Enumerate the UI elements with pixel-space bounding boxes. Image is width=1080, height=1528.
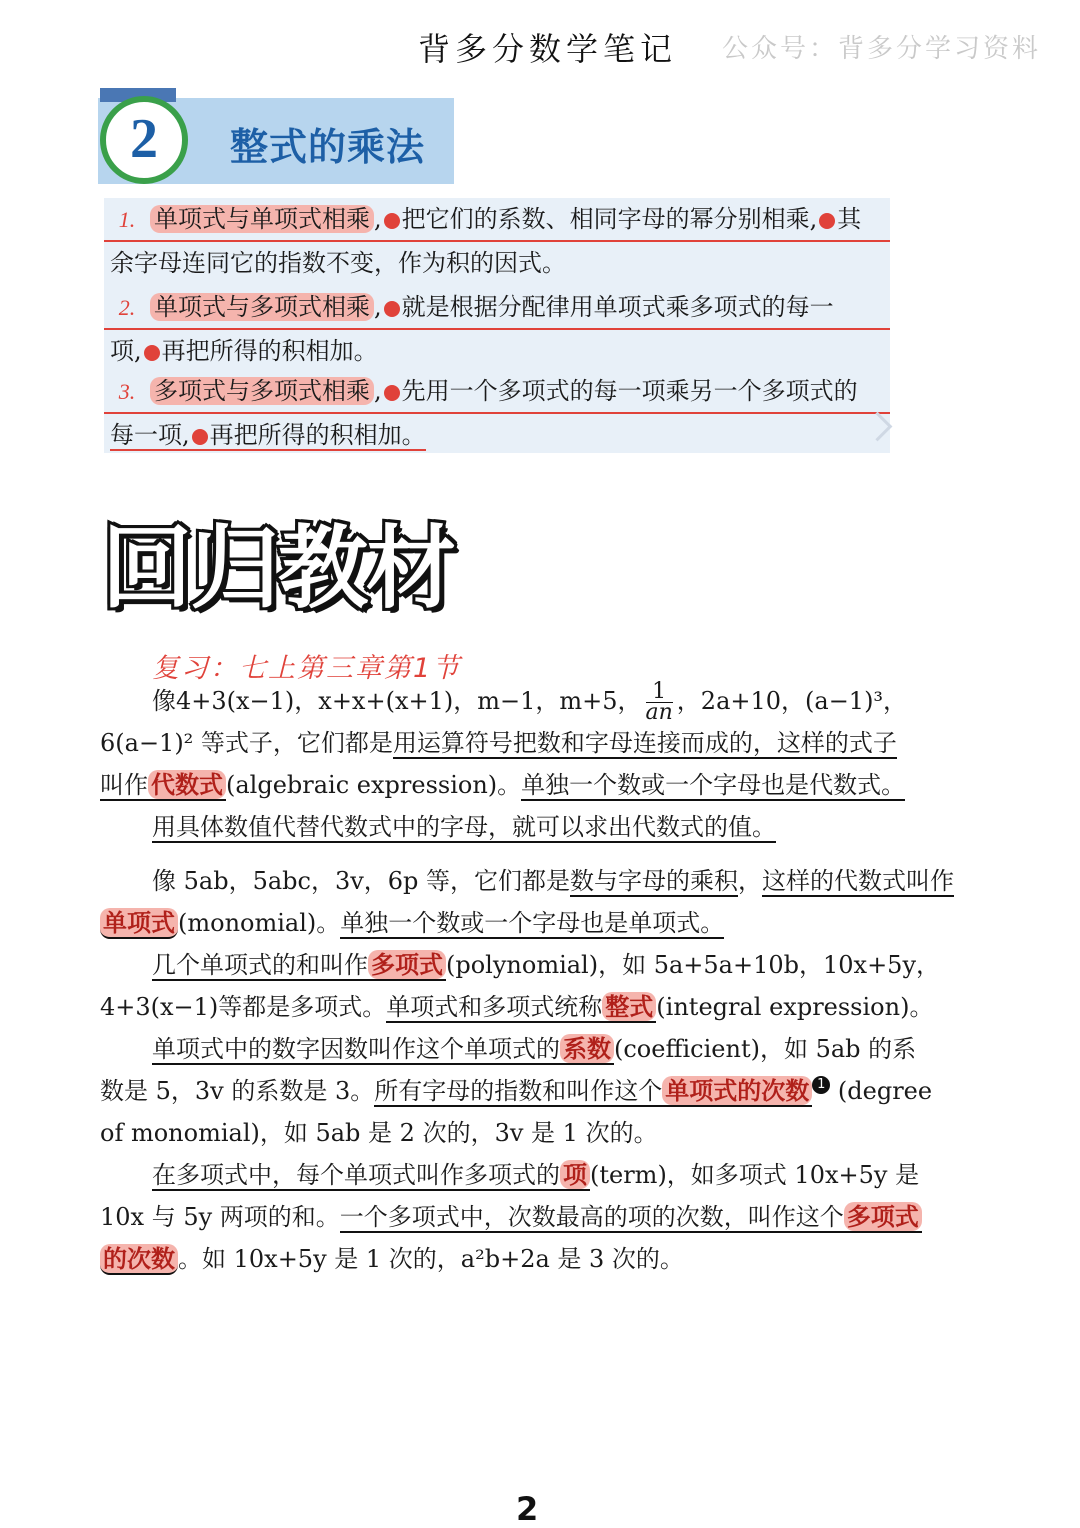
step-dot-icon xyxy=(819,213,835,229)
text: (degree xyxy=(830,1077,933,1105)
rule-text: 每一项, xyxy=(110,421,190,449)
text: of monomial)，如 5ab 是 2 次的，3v 是 1 次的。 xyxy=(100,1119,658,1147)
fraction xyxy=(645,679,673,725)
text: (polynomial)，如 5a+5a+10b，10x+5y， xyxy=(446,951,941,979)
underlined-text: 用运算符号把数和字母连接而成的，这样的式子 xyxy=(392,729,897,757)
fraction-denominator: an xyxy=(645,700,673,725)
rule-text: 再把所得的积相加。 xyxy=(161,337,378,365)
rule-index: 3. xyxy=(118,379,136,404)
step-dot-icon xyxy=(384,301,400,317)
rule-index: 2. xyxy=(118,295,136,320)
term-highlight: 项 xyxy=(560,1160,590,1189)
underlined-text xyxy=(152,951,446,981)
section-title: 整式的乘法 xyxy=(230,124,426,169)
rule-text: 再把所得的积相加。 xyxy=(209,421,426,449)
underlined-text: 单独一个数或一个字母也是单项式。 xyxy=(340,909,725,937)
step-dot-icon xyxy=(384,213,400,229)
underlined-text xyxy=(340,1203,922,1233)
text: 所有字母的指数和叫作这个 xyxy=(374,1077,663,1105)
underlined-text xyxy=(100,771,226,801)
text: (coefficient)，如 5ab 的系 xyxy=(614,1035,917,1063)
textbook-line-11 xyxy=(100,1112,970,1154)
rule-text: , xyxy=(374,205,382,233)
underlined-text: 用具体数值代替代数式中的字母，就可以求出代数式的值。 xyxy=(152,813,776,841)
text: 在多项式中，每个单项式叫作多项式的 xyxy=(152,1161,560,1189)
rule-text: 先用一个多项式的每一项乘另一个多项式的 xyxy=(401,377,858,405)
rule-text: 就是根据分配律用单项式乘多项式的每一 xyxy=(401,293,834,321)
rules-box xyxy=(104,198,890,453)
watermark: 公众号：背多分学习资料 xyxy=(722,34,1042,64)
text: 10x 与 5y 两项的和。 xyxy=(100,1203,340,1231)
text: 6(a−1)² 等式子，它们都是 xyxy=(100,729,393,757)
text: 像 5ab，5abc，3v，6p 等，它们都是 xyxy=(152,867,571,895)
textbook-line-10 xyxy=(100,1070,970,1112)
rule-3-line-2 xyxy=(104,414,890,456)
term-highlight: 系数 xyxy=(560,1034,614,1063)
underlined-text: 单独一个数或一个字母也是代数式。 xyxy=(521,771,906,799)
text: 叫作 xyxy=(100,771,148,799)
text: 4+3(x−1)等都是多项式。 xyxy=(100,993,387,1021)
rule-3-highlight: 多项式与多项式相乘 xyxy=(150,377,374,405)
rule-text: , xyxy=(374,377,382,405)
page-number: 2 xyxy=(516,1490,539,1528)
textbook-line-8 xyxy=(100,986,970,1028)
textbook-line-1 xyxy=(100,679,970,725)
rule-2-highlight: 单项式与多项式相乘 xyxy=(150,293,374,321)
footnote-marker: 1 xyxy=(812,1076,830,1094)
underlined-text xyxy=(152,1035,614,1065)
text: 几个单项式的和叫作 xyxy=(152,951,368,979)
rule-text: 项, xyxy=(110,337,142,365)
textbook-line-9 xyxy=(100,1028,970,1070)
term-highlight: 单项式 xyxy=(100,908,178,939)
page-header-title: 背多分数学笔记 xyxy=(418,30,678,68)
term-highlight: 单项式的次数 xyxy=(662,1076,812,1105)
rule-3-line-1 xyxy=(104,370,890,414)
rule-2-line-1 xyxy=(104,286,890,330)
big-title: 回归教材 xyxy=(102,516,454,621)
text: 。如 10x+5y 是 1 次的，a²b+2a 是 3 次的。 xyxy=(178,1245,684,1273)
textbook-line-4 xyxy=(100,806,970,848)
text: 一个多项式中，次数最高的项的次数，叫作这个 xyxy=(339,1203,844,1231)
text: ， xyxy=(738,867,763,895)
rule-index: 1. xyxy=(118,207,136,232)
textbook-excerpt xyxy=(100,680,970,1280)
textbook-line-7 xyxy=(100,944,970,986)
fraction-numerator: 1 xyxy=(646,682,673,703)
textbook-line-12 xyxy=(100,1154,970,1196)
textbook-line-2 xyxy=(100,722,970,764)
underlined-text xyxy=(374,1077,812,1107)
textbook-line-6 xyxy=(100,902,970,944)
underlined-text: 数与字母的乘积 xyxy=(570,867,739,895)
term-highlight: 整式 xyxy=(602,992,656,1021)
step-dot-icon xyxy=(384,385,400,401)
step-dot-icon xyxy=(192,429,208,445)
textbook-line-5 xyxy=(100,860,970,902)
term-highlight: 代数式 xyxy=(148,770,226,799)
underlined-text xyxy=(386,993,656,1023)
rule-1-highlight: 单项式与单项式相乘 xyxy=(150,205,374,233)
rule-text: 其 xyxy=(837,205,862,233)
text: 像4+3(x−1)，x+x+(x+1)，m−1，m+5， xyxy=(152,687,642,715)
text: ，2a+10，(a−1)³， xyxy=(676,687,908,715)
rule-2-line-2 xyxy=(104,330,890,372)
rule-1 xyxy=(104,198,890,284)
rule-3 xyxy=(104,370,890,456)
text: 数是 5，3v 的系数是 3。 xyxy=(100,1077,375,1105)
rule-1-line-2 xyxy=(104,242,890,284)
rule-3-line-2-underlined xyxy=(110,421,426,451)
step-dot-icon xyxy=(144,345,160,361)
handwritten-note: 复习：七上第三章第1节 xyxy=(152,653,462,684)
rule-text: 把它们的系数、相同字母的幂分别相乘, xyxy=(401,205,818,233)
rule-1-line-1 xyxy=(104,198,890,242)
section-number: 2 xyxy=(130,108,158,170)
term-highlight: 多项式 xyxy=(368,950,446,979)
section-heading xyxy=(98,88,454,184)
underlined-text: 这样的代数式叫作 xyxy=(762,867,955,895)
text: (monomial)。 xyxy=(178,909,341,937)
textbook-line-13 xyxy=(100,1196,970,1238)
text: (algebraic expression)。 xyxy=(226,771,522,799)
rule-text: , xyxy=(374,293,382,321)
text: (integral expression)。 xyxy=(656,993,934,1021)
text: (term)，如多项式 10x+5y 是 xyxy=(590,1161,920,1189)
rule-text: 余字母连同它的指数不变，作为积的因式。 xyxy=(110,249,566,277)
text: 单项式中的数字因数叫作这个单项式的 xyxy=(152,1035,560,1063)
term-highlight: 的次数 xyxy=(100,1244,178,1275)
underlined-text xyxy=(152,1161,590,1191)
textbook-line-3 xyxy=(100,764,970,806)
term-highlight: 多项式 xyxy=(844,1202,922,1231)
text: 单项式和多项式统称 xyxy=(386,993,603,1021)
textbook-line-14 xyxy=(100,1238,970,1280)
rule-2 xyxy=(104,286,890,372)
page-header xyxy=(0,20,1080,70)
